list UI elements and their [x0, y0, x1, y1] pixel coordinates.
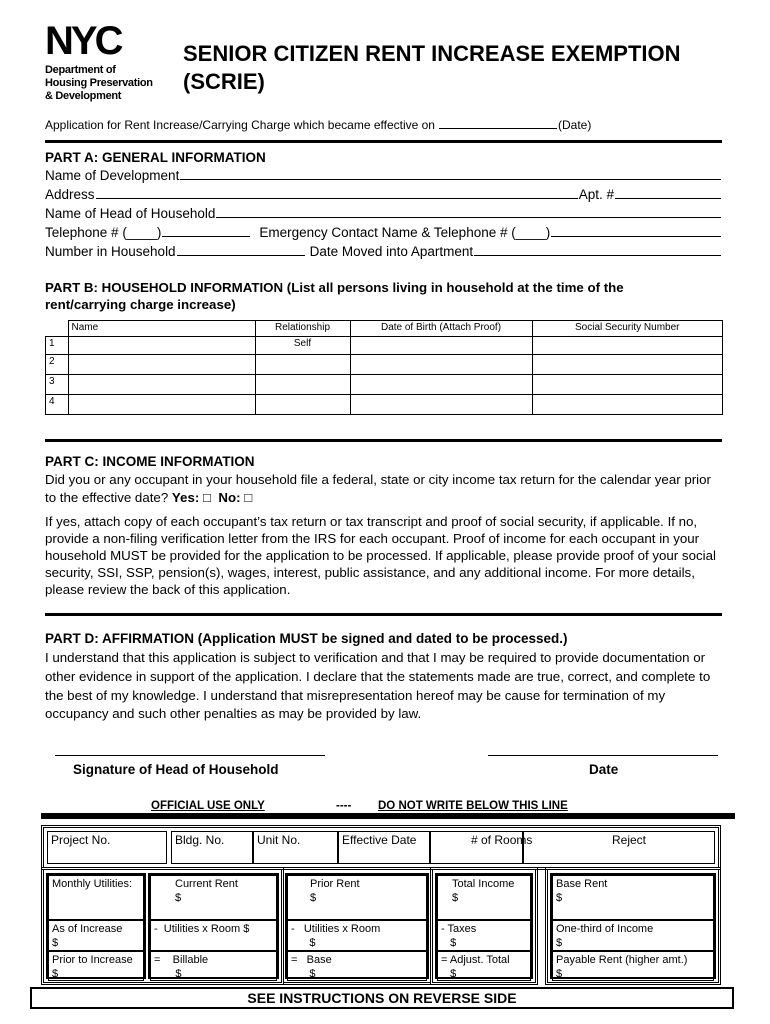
minus: -	[441, 923, 445, 935]
address-field[interactable]	[96, 197, 578, 199]
equals: =	[441, 954, 448, 966]
utilities-room[interactable]	[150, 920, 277, 951]
yes-checkbox[interactable]: □	[202, 489, 212, 505]
col-ssn: Social Security Number	[532, 321, 723, 337]
utilities-room-label: Utilities x Room	[303, 923, 381, 935]
effective-date-field[interactable]	[439, 127, 557, 129]
address-label: Address	[45, 187, 95, 202]
table-row[interactable]	[46, 337, 723, 355]
project-no-cell[interactable]: Project No.	[47, 831, 167, 864]
base-rent[interactable]	[552, 875, 714, 920]
instructions-banner: SEE INSTRUCTIONS ON REVERSE SIDE	[30, 987, 734, 1009]
utilities-col	[46, 873, 146, 979]
no-checkbox[interactable]: □	[244, 489, 253, 505]
unit-no-cell[interactable]: Unit No.	[253, 831, 338, 864]
monthly-utilities: Monthly Utilities:	[48, 875, 144, 920]
date-field[interactable]	[488, 755, 718, 756]
table-row[interactable]	[46, 375, 723, 395]
base-rent-label: Base Rent	[556, 878, 608, 890]
divider	[45, 613, 722, 616]
no-label: No:	[218, 489, 241, 505]
dollar: $	[175, 892, 182, 904]
equals: =	[291, 954, 298, 966]
development-row	[45, 168, 722, 183]
household-label: Number in Household	[45, 244, 176, 259]
part-a-heading: PART A: GENERAL INFORMATION	[45, 150, 266, 165]
payable-box	[545, 867, 721, 985]
apt-label: Apt. #	[578, 187, 614, 202]
utilities-rent-box	[41, 867, 284, 985]
income-col	[435, 873, 533, 979]
household-table	[45, 320, 723, 415]
dollar: $	[556, 892, 563, 904]
row-num: 1	[46, 337, 69, 355]
current-rent-col	[148, 873, 279, 979]
payable-rent[interactable]	[552, 951, 714, 981]
effective-date-cell[interactable]: Effective Date	[338, 831, 430, 864]
apt-field[interactable]	[615, 197, 721, 199]
billable-label: Billable	[172, 954, 209, 966]
dollar: $	[450, 937, 457, 949]
prior-to-increase-label: Prior to Increase	[52, 954, 133, 966]
equals: =	[154, 954, 161, 966]
dollar: $	[175, 968, 182, 980]
current-rent-label: Current Rent	[175, 878, 238, 890]
prior-rent-box	[284, 867, 430, 985]
rooms-cell[interactable]: # of Rooms	[430, 831, 523, 864]
emergency-label: Emergency Contact Name & Telephone # (____)	[259, 225, 551, 240]
head-label: Name of Head of Household	[45, 206, 216, 221]
development-label: Name of Development	[45, 168, 180, 183]
prior-rent[interactable]	[287, 875, 427, 920]
development-field[interactable]	[180, 178, 721, 180]
nyc-hpd-logo	[45, 19, 170, 103]
emergency-field[interactable]	[551, 235, 721, 237]
table-header	[46, 321, 723, 337]
signature-field[interactable]	[55, 755, 325, 756]
date-moved-field[interactable]	[474, 254, 721, 256]
as-of-increase[interactable]	[48, 920, 144, 951]
signature-label: Signature of Head of Household	[73, 762, 279, 777]
dollar: $	[556, 968, 563, 980]
one-third-label: One-third of Income	[556, 923, 654, 935]
col-name: Name	[68, 321, 255, 337]
logo-dept-1: Department of	[45, 64, 116, 76]
payable-label: Payable Rent (higher amt.)	[556, 954, 688, 966]
row-num: 3	[46, 375, 69, 395]
date-label: Date	[589, 762, 619, 777]
table-row[interactable]	[46, 395, 723, 415]
billable[interactable]	[150, 951, 277, 981]
dollar: $	[556, 937, 563, 949]
utilities-room-label: Utilities x Room $	[163, 923, 250, 935]
relationship-cell: Self	[255, 337, 350, 355]
dollar: $	[452, 892, 459, 904]
minus: -	[154, 923, 158, 935]
part-c-heading: PART C: INCOME INFORMATION	[45, 454, 255, 469]
prior-rent-label: Prior Rent	[310, 878, 360, 890]
dollar: $	[310, 892, 317, 904]
dollar: $	[309, 937, 316, 949]
logo-nyc: NYC	[45, 19, 121, 63]
dollar: $	[52, 937, 59, 949]
logo-dept-2: Housing Preservation	[45, 77, 153, 89]
table-row[interactable]	[46, 355, 723, 375]
taxes-label: Taxes	[447, 923, 477, 935]
minus: -	[291, 923, 295, 935]
dollar: $	[450, 968, 457, 980]
payable-col	[550, 873, 716, 979]
logo-dept-3: & Development	[45, 90, 122, 102]
page-title: SENIOR CITIZEN RENT INCREASE EXEMPTION (SCRIE)	[183, 41, 681, 94]
current-rent[interactable]	[150, 875, 277, 920]
household-field[interactable]	[177, 254, 305, 256]
prior-to-increase[interactable]	[48, 951, 144, 981]
one-third-income[interactable]	[552, 920, 714, 951]
question-text: Did you or any occupant in your household file a federal, state or city income tax return for the calendar year prior to the effective date?	[45, 472, 711, 505]
col-relationship: Relationship	[255, 321, 350, 337]
dollar: $	[309, 968, 316, 980]
official-dashes: ----	[336, 800, 352, 812]
row-num: 4	[46, 395, 69, 415]
official-use-label: OFFICIAL USE ONLY	[151, 800, 265, 812]
part-b-heading: PART B: HOUSEHOLD INFORMATION (List all persons living in household at the time of the rent/carrying charge increase)	[45, 280, 624, 312]
adjust-total[interactable]	[437, 951, 531, 981]
head-row	[45, 206, 722, 221]
household-row	[45, 244, 722, 259]
income-paragraph: If yes, attach copy of each occupant’s tax return or tax transcript and proof of social security, if applicable. If no, provide a non-filing verification letter from the IRS for each occupant. Proof of income for each occupant in your household MUST be provided for the application to be processed. If applicable, please provide proof of your social security, SSI, SSP, pension(s), wages, interest, public assistance, and any additional income. For more details, please review the back of this application.	[45, 514, 716, 597]
application-line	[45, 118, 722, 132]
total-income[interactable]	[437, 875, 531, 920]
application-label: Application for Rent Increase/Carrying Charge which became effective on	[45, 118, 435, 132]
reject-cell[interactable]: Reject	[523, 831, 715, 864]
base-label: Base	[306, 954, 332, 966]
divider	[45, 439, 722, 442]
yes-label: Yes:	[171, 489, 200, 505]
telephone-label: Telephone # (____)	[45, 225, 162, 240]
date-moved-label: Date Moved into Apartment	[309, 244, 474, 259]
date-label: (Date)	[557, 118, 592, 132]
address-row	[45, 187, 722, 202]
telephone-field[interactable]	[162, 235, 250, 237]
total-income-label: Total Income	[452, 878, 515, 890]
income-box	[430, 867, 538, 985]
col-dob: Date of Birth (Attach Proof)	[350, 321, 532, 337]
divider	[45, 140, 722, 143]
prior-rent-col	[285, 873, 429, 979]
part-d-heading: PART D: AFFIRMATION (Application MUST be signed and dated to be processed.)	[45, 631, 568, 646]
row-num: 2	[46, 355, 69, 375]
adjust-total-label: Adjust. Total	[449, 954, 510, 966]
taxes[interactable]	[437, 920, 531, 951]
prior-utilities-room[interactable]	[287, 920, 427, 951]
bldg-no-cell[interactable]: Bldg. No.	[171, 831, 253, 864]
dollar: $	[52, 968, 59, 980]
as-of-increase-label: As of Increase	[52, 923, 123, 935]
income-question	[45, 471, 725, 506]
head-field[interactable]	[216, 216, 721, 218]
do-not-write-label: DO NOT WRITE BELOW THIS LINE	[378, 800, 568, 812]
base[interactable]	[287, 951, 427, 981]
affirmation-paragraph: I understand that this application is subject to verification and that I may be required to provide documentation or other evidence in support of the application. I declare that the statements made are true, correct, and complete to the best of my knowledge. I understand that misrepresentation hereof may be cause for termination of my occupancy and such other penalties as may be provided by law.	[45, 650, 711, 722]
telephone-row	[45, 225, 722, 240]
thick-divider	[41, 813, 735, 819]
official-top-box	[41, 825, 721, 870]
